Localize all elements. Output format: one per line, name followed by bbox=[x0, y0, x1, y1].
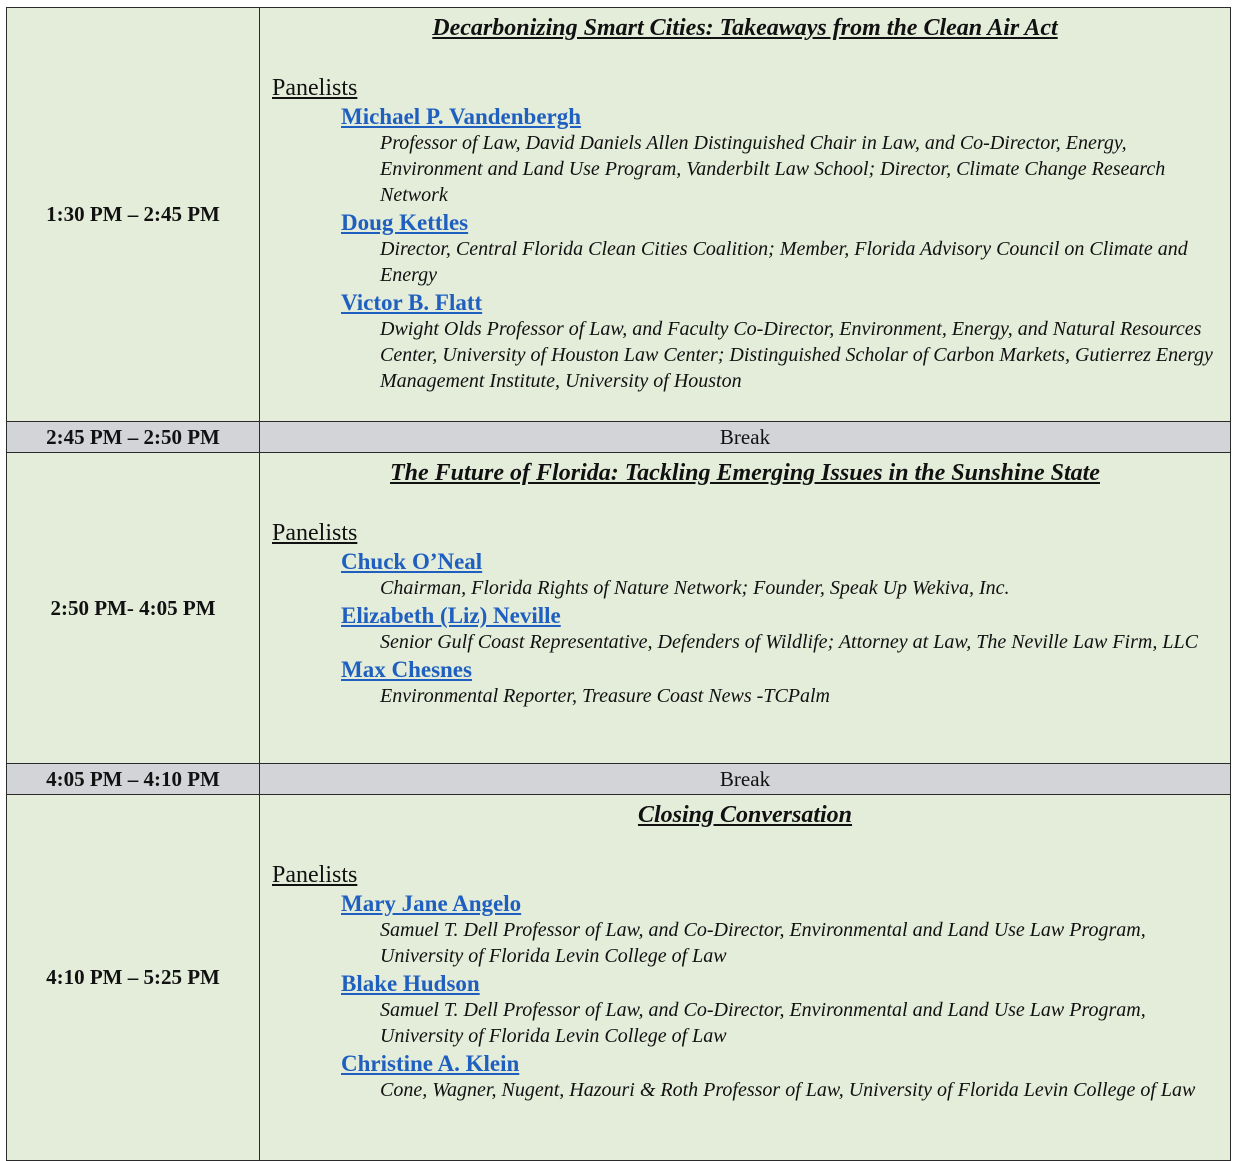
panelist bbox=[260, 208, 1230, 288]
session-row bbox=[7, 8, 1231, 422]
panelist-name-link[interactable]: Michael P. Vandenbergh bbox=[341, 104, 582, 129]
panelist-name-link[interactable]: Victor B. Flatt bbox=[341, 290, 483, 315]
panelist-name-link[interactable]: Max Chesnes bbox=[341, 657, 472, 682]
panelists-label: Panelists bbox=[272, 862, 358, 888]
panelist bbox=[260, 547, 1230, 601]
panelist-name-link[interactable]: Elizabeth (Liz) Neville bbox=[341, 603, 561, 628]
panelist bbox=[260, 102, 1230, 208]
panelist bbox=[260, 288, 1230, 394]
panelist-name-link[interactable]: Blake Hudson bbox=[341, 971, 480, 996]
session-title: The Future of Florida: Tackling Emerging Issues in the Sunshine State bbox=[390, 460, 1100, 486]
panelist-name-link[interactable]: Christine A. Klein bbox=[341, 1051, 520, 1076]
panelist-description: Dwight Olds Professor of Law, and Faculty Co-Director, Environment, Energy, and Natural Resources Center, University of Houston Law Center; Distinguished Scholar of Carbon Markets, Gutierrez Energy Management Institute, University of Houston bbox=[380, 318, 1213, 392]
panelists-label: Panelists bbox=[272, 75, 358, 101]
panelist-description: Samuel T. Dell Professor of Law, and Co-Director, Environmental and Land Use Law Program, University of Florida Levin College of Law bbox=[380, 999, 1146, 1047]
schedule-table bbox=[6, 7, 1231, 1161]
panelist-name-link[interactable]: Mary Jane Angelo bbox=[341, 891, 522, 916]
panelist-description: Environmental Reporter, Treasure Coast News -TCPalm bbox=[380, 685, 830, 707]
session-title: Decarbonizing Smart Cities: Takeaways from the Clean Air Act bbox=[432, 15, 1058, 41]
panelist bbox=[260, 889, 1230, 969]
panelist-description: Chairman, Florida Rights of Nature Network; Founder, Speak Up Wekiva, Inc. bbox=[380, 577, 1010, 599]
session-content bbox=[260, 8, 1231, 422]
panelist-description: Senior Gulf Coast Representative, Defenders of Wildlife; Attorney at Law, The Neville Law Firm, LLC bbox=[380, 631, 1198, 653]
panelist-description: Samuel T. Dell Professor of Law, and Co-Director, Environmental and Land Use Law Program, University of Florida Levin College of Law bbox=[380, 919, 1146, 967]
session-row bbox=[7, 795, 1231, 1161]
panelist bbox=[260, 655, 1230, 709]
session-content bbox=[260, 453, 1231, 764]
panelist-name-link[interactable]: Doug Kettles bbox=[341, 210, 469, 235]
panelist bbox=[260, 1049, 1230, 1103]
panelist-name-link[interactable]: Chuck O’Neal bbox=[341, 549, 483, 574]
break-time: 2:45 PM – 2:50 PM bbox=[7, 422, 260, 453]
session-title: Closing Conversation bbox=[637, 802, 853, 828]
break-row bbox=[7, 764, 1231, 795]
panelists-label: Panelists bbox=[272, 520, 358, 546]
session-row bbox=[7, 453, 1231, 764]
panelist-description: Cone, Wagner, Nugent, Hazouri & Roth Professor of Law, University of Florida Levin College of Law bbox=[380, 1079, 1196, 1101]
session-time: 1:30 PM – 2:45 PM bbox=[7, 8, 260, 422]
panelist bbox=[260, 969, 1230, 1049]
session-content bbox=[260, 795, 1231, 1161]
session-time: 4:10 PM – 5:25 PM bbox=[7, 795, 260, 1161]
panelist-description: Professor of Law, David Daniels Allen Distinguished Chair in Law, and Co-Director, Energy, Environment and Land Use Program, Vanderbilt Law School; Director, Climate Change Research Network bbox=[380, 132, 1166, 206]
break-label: Break bbox=[260, 422, 1231, 453]
session-time: 2:50 PM- 4:05 PM bbox=[7, 453, 260, 764]
break-time: 4:05 PM – 4:10 PM bbox=[7, 764, 260, 795]
break-label: Break bbox=[260, 764, 1231, 795]
panelist-description: Director, Central Florida Clean Cities Coalition; Member, Florida Advisory Council on Climate and Energy bbox=[380, 238, 1188, 286]
panelist bbox=[260, 601, 1230, 655]
break-row bbox=[7, 422, 1231, 453]
